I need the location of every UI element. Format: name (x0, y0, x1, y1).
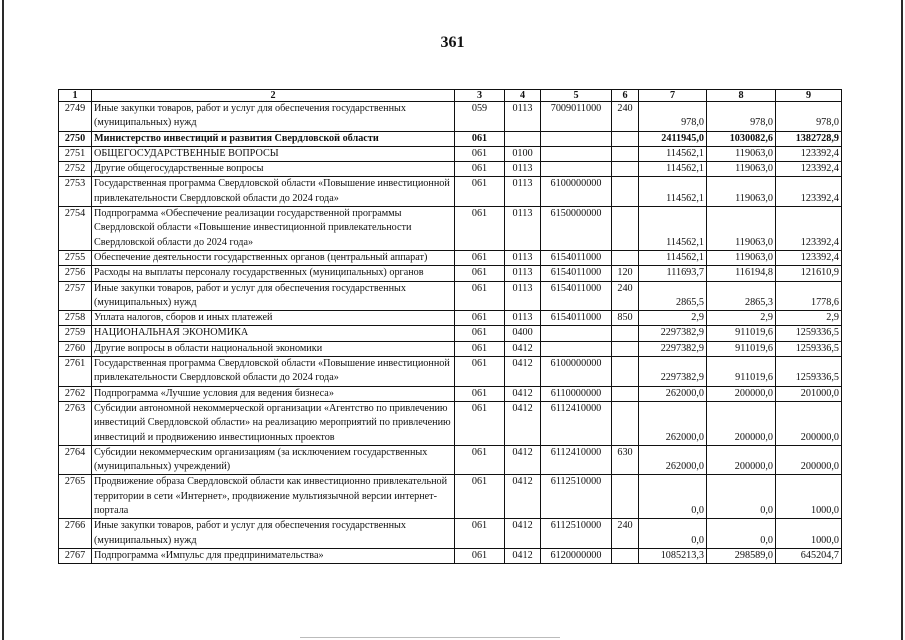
section-code-cell: 0412 (505, 341, 541, 356)
table-body (59, 102, 842, 564)
table-row (59, 519, 842, 549)
row-number-cell: 2767 (59, 548, 92, 563)
section-code-cell: 0412 (505, 386, 541, 401)
ministry-code-cell: 061 (455, 341, 505, 356)
row-number-cell: 2758 (59, 311, 92, 326)
header-cell: 9 (776, 90, 842, 102)
budget-table (58, 89, 842, 564)
amount-col7-cell: 114562,1 (639, 146, 707, 161)
amount-col7-cell: 2297382,9 (639, 357, 707, 387)
table-row (59, 475, 842, 519)
target-article-cell: 6110000000 (541, 386, 612, 401)
ministry-code-cell: 061 (455, 357, 505, 387)
expense-type-cell (612, 131, 639, 146)
amount-col9-cell: 123392,4 (776, 250, 842, 265)
amount-col7-cell: 0,0 (639, 519, 707, 549)
ministry-code-cell: 061 (455, 401, 505, 445)
expense-name-cell: Подпрограмма «Импульс для предпринимательства» (92, 548, 455, 563)
amount-col9-cell: 645204,7 (776, 548, 842, 563)
amount-col8-cell: 911019,6 (707, 326, 776, 341)
amount-col7-cell: 262000,0 (639, 445, 707, 475)
target-article-cell (541, 131, 612, 146)
expense-type-cell (612, 341, 639, 356)
amount-col8-cell: 2865,3 (707, 281, 776, 311)
expense-type-cell (612, 475, 639, 519)
scan-border-bottom (300, 637, 560, 638)
section-code-cell: 0113 (505, 177, 541, 207)
amount-col8-cell: 200000,0 (707, 386, 776, 401)
amount-col7-cell: 114562,1 (639, 177, 707, 207)
ministry-code-cell: 061 (455, 162, 505, 177)
section-code-cell: 0412 (505, 548, 541, 563)
table-row (59, 401, 842, 445)
row-number-cell: 2760 (59, 341, 92, 356)
target-article-cell: 6154011000 (541, 311, 612, 326)
ministry-code-cell: 061 (455, 131, 505, 146)
table-row (59, 386, 842, 401)
table-row (59, 341, 842, 356)
expense-name-cell: Расходы на выплаты персоналу государственных (муниципальных) органов (92, 266, 455, 281)
section-code-cell: 0412 (505, 475, 541, 519)
amount-col9-cell: 1000,0 (776, 519, 842, 549)
target-article-cell (541, 162, 612, 177)
header-cell: 7 (639, 90, 707, 102)
ministry-code-cell: 061 (455, 326, 505, 341)
section-code-cell: 0113 (505, 250, 541, 265)
table-row (59, 326, 842, 341)
page-number: 361 (440, 34, 465, 51)
amount-col8-cell: 119063,0 (707, 177, 776, 207)
amount-col9-cell: 1382728,9 (776, 131, 842, 146)
amount-col7-cell: 2865,5 (639, 281, 707, 311)
target-article-cell: 6154011000 (541, 266, 612, 281)
ministry-code-cell: 061 (455, 266, 505, 281)
table-row (59, 177, 842, 207)
expense-type-cell (612, 177, 639, 207)
row-number-cell: 2753 (59, 177, 92, 207)
ministry-code-cell: 061 (455, 548, 505, 563)
amount-col8-cell: 1030082,6 (707, 131, 776, 146)
ministry-code-cell: 061 (455, 207, 505, 251)
row-number-cell: 2755 (59, 250, 92, 265)
expense-name-cell: Государственная программа Свердловской области «Повышение инвестиционной привлекательности Свердловской области до 2024 года» (92, 177, 455, 207)
amount-col9-cell: 1000,0 (776, 475, 842, 519)
row-number-cell: 2765 (59, 475, 92, 519)
ministry-code-cell: 061 (455, 146, 505, 161)
ministry-code-cell: 061 (455, 311, 505, 326)
table-row (59, 357, 842, 387)
amount-col7-cell: 2297382,9 (639, 326, 707, 341)
row-number-cell: 2759 (59, 326, 92, 341)
amount-col7-cell: 2411945,0 (639, 131, 707, 146)
amount-col7-cell: 2,9 (639, 311, 707, 326)
amount-col9-cell: 1259336,5 (776, 357, 842, 387)
section-code-cell: 0113 (505, 311, 541, 326)
header-cell: 5 (541, 90, 612, 102)
header-cell: 6 (612, 90, 639, 102)
amount-col7-cell: 1085213,3 (639, 548, 707, 563)
target-article-cell: 6154011000 (541, 250, 612, 265)
expense-name-cell: Другие вопросы в области национальной экономики (92, 341, 455, 356)
expense-name-cell: ОБЩЕГОСУДАРСТВЕННЫЕ ВОПРОСЫ (92, 146, 455, 161)
table-header-row (59, 90, 842, 102)
ministry-code-cell: 061 (455, 519, 505, 549)
amount-col7-cell: 114562,1 (639, 162, 707, 177)
ministry-code-cell: 061 (455, 386, 505, 401)
expense-name-cell: Иные закупки товаров, работ и услуг для обеспечения государственных (муниципальных) нужд (92, 102, 455, 132)
amount-col7-cell: 262000,0 (639, 386, 707, 401)
expense-type-cell: 240 (612, 519, 639, 549)
target-article-cell (541, 326, 612, 341)
expense-name-cell: Продвижение образа Свердловской области как инвестиционно привлекательной территории в сети «Интернет», продвижение мультиязычной версии интернет-портала (92, 475, 455, 519)
row-number-cell: 2764 (59, 445, 92, 475)
section-code-cell: 0412 (505, 401, 541, 445)
section-code-cell: 0113 (505, 281, 541, 311)
row-number-cell: 2751 (59, 146, 92, 161)
expense-name-cell: Государственная программа Свердловской области «Повышение инвестиционной привлекательности Свердловской области до 2024 года» (92, 357, 455, 387)
table-row (59, 102, 842, 132)
amount-col8-cell: 119063,0 (707, 207, 776, 251)
section-code-cell: 0412 (505, 519, 541, 549)
ministry-code-cell: 061 (455, 475, 505, 519)
table-row (59, 548, 842, 563)
amount-col9-cell: 201000,0 (776, 386, 842, 401)
section-code-cell (505, 131, 541, 146)
ministry-code-cell: 059 (455, 102, 505, 132)
amount-col8-cell: 0,0 (707, 475, 776, 519)
expense-name-cell: Иные закупки товаров, работ и услуг для обеспечения государственных (муниципальных) нужд (92, 519, 455, 549)
ministry-code-cell: 061 (455, 250, 505, 265)
header-cell: 8 (707, 90, 776, 102)
amount-col8-cell: 119063,0 (707, 162, 776, 177)
section-code-cell: 0412 (505, 445, 541, 475)
target-article-cell: 6150000000 (541, 207, 612, 251)
scan-border-right (901, 0, 903, 640)
amount-col8-cell: 200000,0 (707, 401, 776, 445)
expense-name-cell: Иные закупки товаров, работ и услуг для обеспечения государственных (муниципальных) нужд (92, 281, 455, 311)
expense-name-cell: Другие общегосударственные вопросы (92, 162, 455, 177)
target-article-cell: 6120000000 (541, 548, 612, 563)
table-row (59, 266, 842, 281)
amount-col7-cell: 114562,1 (639, 207, 707, 251)
amount-col7-cell: 114562,1 (639, 250, 707, 265)
amount-col7-cell: 0,0 (639, 475, 707, 519)
expense-type-cell: 240 (612, 102, 639, 132)
row-number-cell: 2756 (59, 266, 92, 281)
table-row (59, 445, 842, 475)
expense-name-cell: Уплата налогов, сборов и иных платежей (92, 311, 455, 326)
section-code-cell: 0113 (505, 102, 541, 132)
target-article-cell (541, 146, 612, 161)
target-article-cell: 6100000000 (541, 357, 612, 387)
row-number-cell: 2754 (59, 207, 92, 251)
target-article-cell: 6112510000 (541, 519, 612, 549)
target-article-cell: 6154011000 (541, 281, 612, 311)
expense-name-cell: Подпрограмма «Лучшие условия для ведения бизнеса» (92, 386, 455, 401)
amount-col8-cell: 911019,6 (707, 357, 776, 387)
target-article-cell: 6112410000 (541, 401, 612, 445)
row-number-cell: 2752 (59, 162, 92, 177)
expense-name-cell: Субсидии некоммерческим организациям (за исключением государственных (муниципальных) учреждений) (92, 445, 455, 475)
expense-type-cell (612, 250, 639, 265)
section-code-cell: 0412 (505, 357, 541, 387)
expense-name-cell: Подпрограмма «Обеспечение реализации государственной программы Свердловской области «Повышение инвестиционной привлекательности Свердловской области до 2024 года» (92, 207, 455, 251)
expense-name-cell: Министерство инвестиций и развития Свердловской области (92, 131, 455, 146)
table-row (59, 146, 842, 161)
table-row (59, 207, 842, 251)
row-number-cell: 2763 (59, 401, 92, 445)
amount-col7-cell: 262000,0 (639, 401, 707, 445)
amount-col8-cell: 911019,6 (707, 341, 776, 356)
amount-col9-cell: 1259336,5 (776, 341, 842, 356)
header-cell: 4 (505, 90, 541, 102)
amount-col7-cell: 978,0 (639, 102, 707, 132)
section-code-cell: 0400 (505, 326, 541, 341)
amount-col9-cell: 2,9 (776, 311, 842, 326)
amount-col8-cell: 2,9 (707, 311, 776, 326)
expense-type-cell (612, 326, 639, 341)
target-article-cell (541, 341, 612, 356)
amount-col9-cell: 123392,4 (776, 207, 842, 251)
expense-type-cell: 850 (612, 311, 639, 326)
amount-col7-cell: 111693,7 (639, 266, 707, 281)
table-row (59, 311, 842, 326)
amount-col9-cell: 978,0 (776, 102, 842, 132)
amount-col8-cell: 298589,0 (707, 548, 776, 563)
table-row (59, 162, 842, 177)
amount-col9-cell: 200000,0 (776, 401, 842, 445)
expense-type-cell (612, 162, 639, 177)
amount-col9-cell: 1778,6 (776, 281, 842, 311)
amount-col9-cell: 1259336,5 (776, 326, 842, 341)
amount-col8-cell: 978,0 (707, 102, 776, 132)
amount-col9-cell: 123392,4 (776, 177, 842, 207)
target-article-cell: 6112410000 (541, 445, 612, 475)
amount-col8-cell: 119063,0 (707, 146, 776, 161)
row-number-cell: 2761 (59, 357, 92, 387)
section-code-cell: 0100 (505, 146, 541, 161)
row-number-cell: 2762 (59, 386, 92, 401)
amount-col9-cell: 200000,0 (776, 445, 842, 475)
amount-col9-cell: 121610,9 (776, 266, 842, 281)
target-article-cell: 6112510000 (541, 475, 612, 519)
table-row (59, 281, 842, 311)
expense-type-cell (612, 401, 639, 445)
table-row (59, 250, 842, 265)
ministry-code-cell: 061 (455, 445, 505, 475)
section-code-cell: 0113 (505, 266, 541, 281)
expense-name-cell: Субсидии автономной некоммерческой организации «Агентство по привлечению инвестиций Свердловской области» на реализацию мероприятий по привлечению инвестиций и продвижению инвестиционных проектов (92, 401, 455, 445)
target-article-cell: 6100000000 (541, 177, 612, 207)
expense-type-cell (612, 548, 639, 563)
expense-name-cell: НАЦИОНАЛЬНАЯ ЭКОНОМИКА (92, 326, 455, 341)
expense-name-cell: Обеспечение деятельности государственных органов (центральный аппарат) (92, 250, 455, 265)
expense-type-cell: 240 (612, 281, 639, 311)
amount-col7-cell: 2297382,9 (639, 341, 707, 356)
ministry-code-cell: 061 (455, 281, 505, 311)
section-code-cell: 0113 (505, 162, 541, 177)
section-code-cell: 0113 (505, 207, 541, 251)
scan-border-left (2, 0, 4, 640)
table-row (59, 131, 842, 146)
header-cell: 3 (455, 90, 505, 102)
row-number-cell: 2750 (59, 131, 92, 146)
target-article-cell: 7009011000 (541, 102, 612, 132)
row-number-cell: 2766 (59, 519, 92, 549)
amount-col8-cell: 119063,0 (707, 250, 776, 265)
ministry-code-cell: 061 (455, 177, 505, 207)
amount-col8-cell: 200000,0 (707, 445, 776, 475)
expense-type-cell (612, 357, 639, 387)
header-cell: 1 (59, 90, 92, 102)
amount-col8-cell: 116194,8 (707, 266, 776, 281)
row-number-cell: 2757 (59, 281, 92, 311)
expense-type-cell: 120 (612, 266, 639, 281)
header-cell: 2 (92, 90, 455, 102)
row-number-cell: 2749 (59, 102, 92, 132)
amount-col9-cell: 123392,4 (776, 162, 842, 177)
amount-col8-cell: 0,0 (707, 519, 776, 549)
expense-type-cell: 630 (612, 445, 639, 475)
amount-col9-cell: 123392,4 (776, 146, 842, 161)
expense-type-cell (612, 146, 639, 161)
expense-type-cell (612, 386, 639, 401)
expense-type-cell (612, 207, 639, 251)
